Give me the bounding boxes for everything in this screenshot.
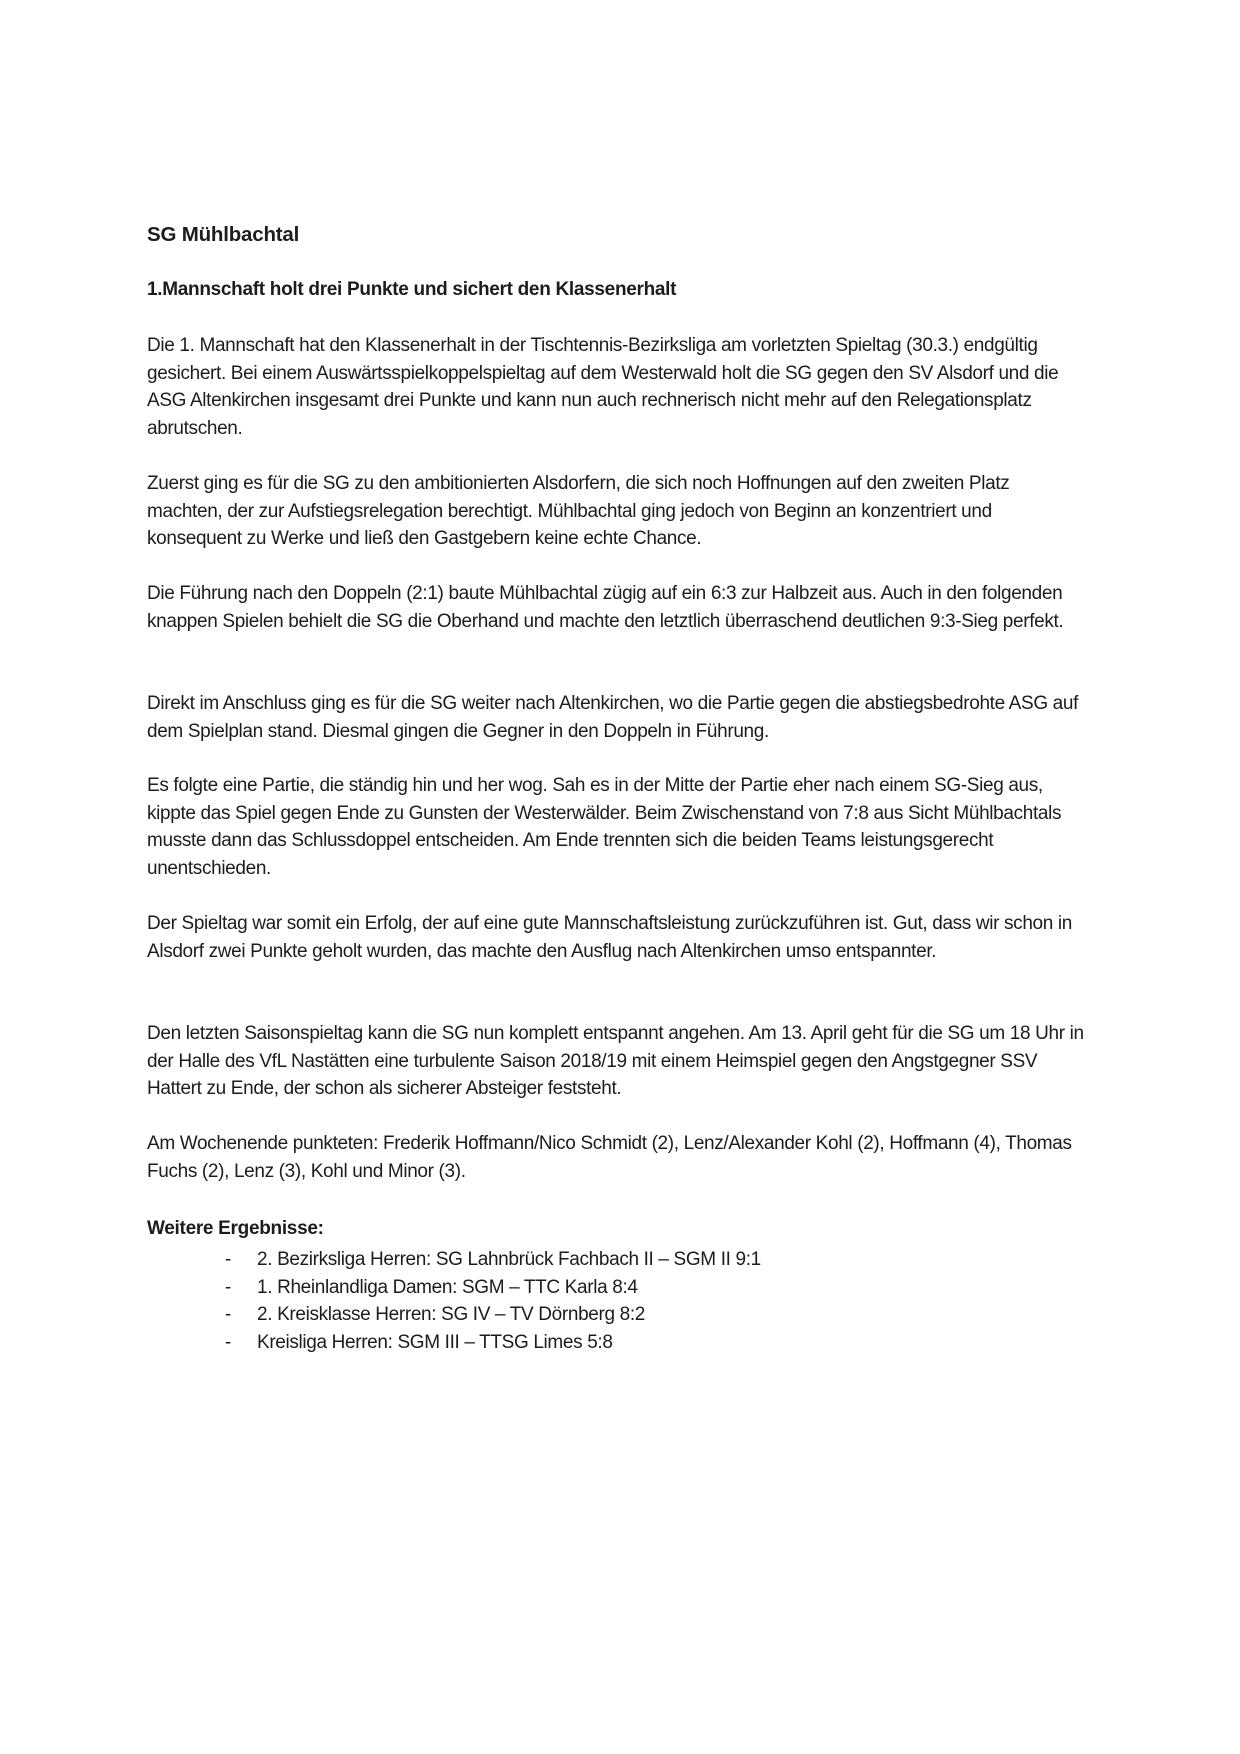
result-text: 2. Kreisklasse Herren: SG IV – TV Dörnberg 8:2 bbox=[257, 1304, 646, 1325]
paragraph-4: Direkt im Anschluss ging es für die SG weiter nach Altenkirchen, wo die Partie gegen die abstiegsbedrohte ASG auf dem Spielplan stand. Diesmal gingen die Gegner in den Doppeln in Führung. bbox=[147, 693, 1079, 742]
article-headline: 1.Mannschaft holt drei Punkte und sichert den Klassenerhalt bbox=[147, 279, 677, 300]
paragraph-2: Zuerst ging es für die SG zu den ambitionierten Alsdorfern, die sich noch Hoffnungen auf den zweiten Platz machten, der zur Aufstiegsrelegation berechtigt. Mühlbachtal ging jedoch von Beginn an konzentriert und konsequent zu Werke und ließ den Gastgebern keine echte Chance. bbox=[147, 473, 1010, 549]
result-text: 1. Rheinlandliga Damen: SGM – TTC Karla 8:4 bbox=[257, 1276, 638, 1298]
result-text: Kreisliga Herren: SGM III – TTSG Limes 5:8 bbox=[257, 1331, 613, 1353]
paragraph-3: Die Führung nach den Doppeln (2:1) baute Mühlbachtal zügig auf ein 6:3 zur Halbzeit aus. Auch in den folgenden knappen Spielen behielt die SG die Oberhand und machte den letztlich überraschend deutlichen 9:3-Sieg perfekt. bbox=[147, 583, 1064, 632]
bullet-dash: - bbox=[225, 1331, 231, 1353]
paragraph-8: Am Wochenende punkteten: Frederik Hoffmann/Nico Schmidt (2), Lenz/Alexander Kohl (2), Hoffmann (4), Thomas Fuchs (2), Lenz (3), Kohl und Minor (3). bbox=[147, 1133, 1072, 1182]
document-title: SG Mühlbachtal bbox=[147, 223, 300, 246]
bullet-dash: - bbox=[225, 1249, 231, 1270]
result-text: 2. Bezirksliga Herren: SG Lahnbrück Fachbach II – SGM II 9:1 bbox=[257, 1249, 761, 1270]
bullet-dash: - bbox=[225, 1304, 231, 1325]
results-heading: Weitere Ergebnisse: bbox=[147, 1218, 324, 1239]
paragraph-1: Die 1. Mannschaft hat den Klassenerhalt in der Tischtennis-Bezirksliga am vorletzten Spieltag (30.3.) endgültig gesichert. Bei einem Auswärtsspielkoppelspieltag auf dem Westerwald holt die SG gegen den SV Alsdorf und die ASG Altenkirchen insgesamt drei Punkte und kann nun auch rechnerisch nicht mehr auf den Relegationsplatz abrutschen. bbox=[147, 335, 1059, 439]
paragraph-7: Den letzten Saisonspieltag kann die SG nun komplett entspannt angehen. Am 13. April geht für die SG um 18 Uhr in der Halle des VfL Nastätten eine turbulente Saison 2018/19 mit einem Heimspiel gegen den Angstgegner SSV Hattert zu Ende, der schon als sicherer Absteiger feststeht. bbox=[147, 1023, 1084, 1099]
bullet-dash: - bbox=[225, 1276, 231, 1298]
paragraph-6: Der Spieltag war somit ein Erfolg, der auf eine gute Mannschaftsleistung zurückzuführen ist. Gut, dass wir schon in Alsdorf zwei Punkte geholt wurden, das machte den Ausflug nach Altenkirchen umso entspannter. bbox=[147, 913, 1073, 962]
paragraph-5: Es folgte eine Partie, die ständig hin und her wog. Sah es in der Mitte der Partie eher nach einem SG-Sieg aus, kippte das Spiel gegen Ende zu Gunsten der Westerwälder. Beim Zwischenstand von 7:8 aus Sicht Mühlbachtals musste dann das Schlussdoppel entscheiden. Am Ende trennten sich die beiden Teams leistungsgerecht unentschieden. bbox=[147, 775, 1062, 879]
